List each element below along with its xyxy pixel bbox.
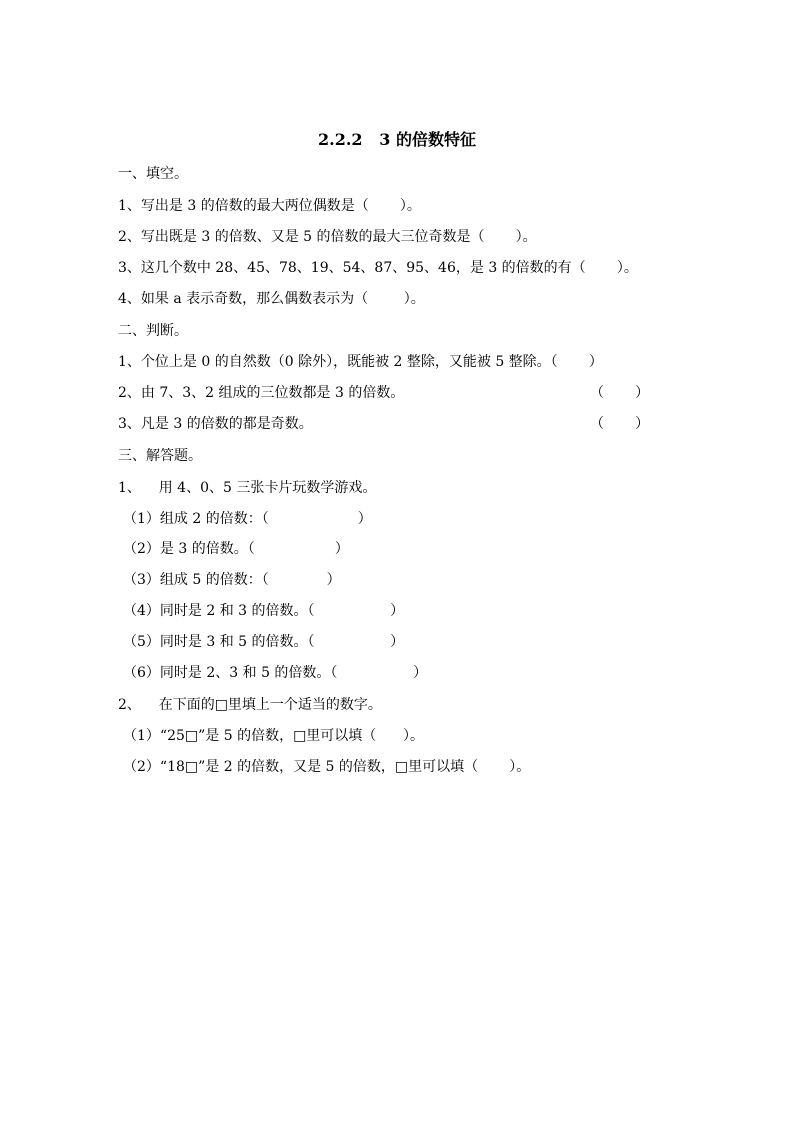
solve-question-1-part-4: （4）同时是 2 和 3 的倍数。（ ） [123,603,405,619]
page-title: 2.2.2 3 的倍数特征 [318,130,476,149]
judge-item-1: 1、个位上是 0 的自然数（0 除外），既能被 2 整除，又能被 5 整除。（ ） [118,354,603,370]
judge-item-2: 2、由 7、3、2 组成的三位数都是 3 的倍数。 [118,385,405,401]
solve-question-2-part-2: （2）“18□”是 2 的倍数，又是 5 的倍数，□里可以填（ ）。 [123,759,531,775]
solve-question-1-part-1: （1）组成 2 的倍数：（ ） [123,511,372,527]
solve-question-1-stem: 1、 用 4、0、5 三张卡片玩数学游戏。 [118,480,377,496]
judge-item-2-answer-paren: （ ） [590,385,650,401]
solve-question-1-part-6: （6）同时是 2、3 和 5 的倍数。（ ） [123,665,428,681]
solve-question-2-stem: 2、 在下面的□里填上一个适当的数字。 [118,697,382,713]
solve-question-1-part-5: （5）同时是 3 和 5 的倍数。（ ） [123,634,405,650]
fill-in-item-3: 3、这几个数中 28、45、78、19、54、87、95、46，是 3 的倍数的有（ ）。 [118,260,638,276]
section-heading-solve: 三、解答题。 [118,448,202,464]
solve-question-1-part-3: （3）组成 5 的倍数：（ ） [123,572,341,588]
section-heading-fill-in: 一、填空。 [118,166,188,182]
judge-item-3-answer-paren: （ ） [590,416,650,432]
section-heading-judge: 二、判断。 [118,323,188,339]
fill-in-item-4: 4、如果 a 表示奇数，那么偶数表示为（ ）。 [118,291,425,307]
solve-question-2-part-1: （1）“25□”是 5 的倍数，□里可以填（ ）。 [123,728,424,744]
judge-item-3: 3、凡是 3 的倍数的都是奇数。 [118,416,313,432]
fill-in-item-1: 1、写出是 3 的倍数的最大两位偶数是（ ）。 [118,198,421,214]
fill-in-item-2: 2、写出既是 3 的倍数、又是 5 的倍数的最大三位奇数是（ ）。 [118,229,537,245]
solve-question-1-part-2: （2）是 3 的倍数。（ ） [123,541,349,557]
